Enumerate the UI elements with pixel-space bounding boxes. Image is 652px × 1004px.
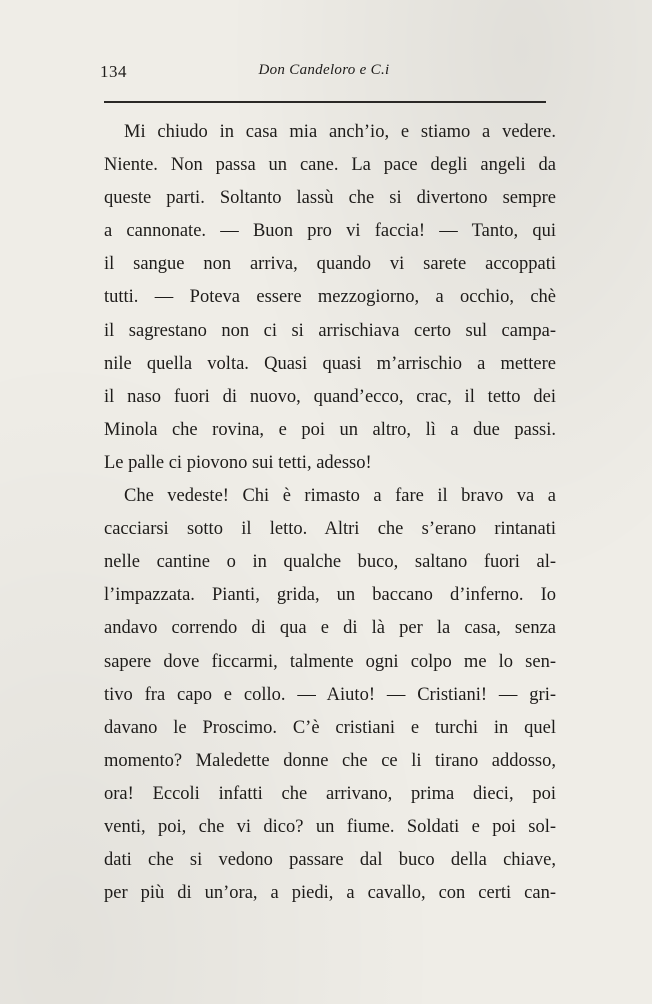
text-line: cacciarsi sotto il letto. Altri che s’erano rintanati <box>104 519 556 540</box>
body-text <box>104 116 556 910</box>
text-line: per più di un’ora, a piedi, a cavallo, con certi can- <box>104 883 556 904</box>
text-line: sapere dove ficcarmi, talmente ogni colpo me lo sen- <box>104 651 556 672</box>
text-line: davano le Proscimo. C’è cristiani e turchi in quel <box>104 717 556 738</box>
text-line: Mi chiudo in casa mia anch’io, e stiamo a vedere. <box>124 122 556 142</box>
text-line: momento? Maledette donne che ce li tirano addosso, <box>104 750 556 771</box>
text-line: a cannonate. — Buon pro vi faccia! — Tanto, qui <box>104 221 556 242</box>
text-line: tivo fra capo e collo. — Aiuto! — Cristiani! — gri- <box>104 684 556 705</box>
text-line: Niente. Non passa un cane. La pace degli angeli da <box>104 155 556 176</box>
text-line: dati che si vedono passare dal buco della chiave, <box>104 850 556 871</box>
text-line: nile quella volta. Quasi quasi m’arrischio a mettere <box>104 353 556 374</box>
header-rule <box>104 101 546 103</box>
text-line: andavo correndo di qua e di là per la casa, senza <box>104 618 556 639</box>
text-line: Minola che rovina, e poi un altro, lì a due passi. <box>104 419 556 440</box>
text-line: tutti. — Poteva essere mezzogiorno, a occhio, chè <box>104 287 556 308</box>
text-line: queste parti. Soltanto lassù che si divertono sempre <box>104 188 556 209</box>
page-header <box>100 60 548 86</box>
text-line: Le palle ci piovono sui tetti, adesso! <box>104 452 372 473</box>
page-number: 134 <box>100 62 127 81</box>
text-line: ora! Eccoli infatti che arrivano, prima dieci, poi <box>104 783 556 804</box>
text-line: il naso fuori di nuovo, quand’ecco, crac, il tetto dei <box>104 386 556 407</box>
text-line: Che vedeste! Chi è rimasto a fare il bravo va a <box>124 486 556 507</box>
text-line: venti, poi, che vi dico? un fiume. Soldati e poi sol- <box>104 816 556 837</box>
text-line: il sangue non arriva, quando vi sarete accoppati <box>104 254 556 275</box>
text-line: il sagrestano non ci si arrischiava certo sul campa- <box>104 320 556 341</box>
text-line: nelle cantine o in qualche buco, saltano fuori al- <box>104 552 556 573</box>
running-title: Don Candeloro e C.i <box>258 62 390 78</box>
text-line: l’impazzata. Pianti, grida, un baccano d’inferno. Io <box>104 585 556 606</box>
